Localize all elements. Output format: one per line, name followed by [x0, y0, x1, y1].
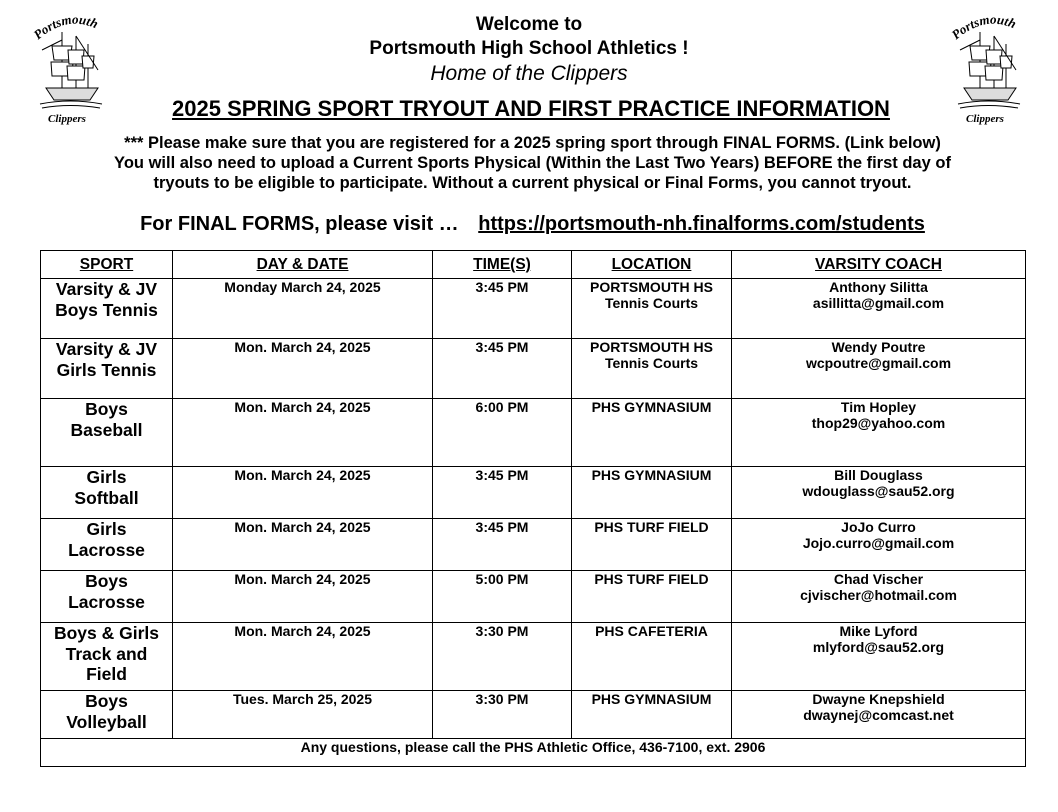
- date-cell: Mon. March 24, 2025: [173, 519, 433, 571]
- time-cell: 5:00 PM: [433, 571, 572, 623]
- final-forms-link[interactable]: https://portsmouth-nh.finalforms.com/students: [478, 213, 925, 235]
- coach-email[interactable]: thop29@yahoo.com: [811, 415, 946, 431]
- time-cell: 6:00 PM: [433, 399, 572, 467]
- coach-name: Bill Douglass: [834, 467, 923, 483]
- coach-email[interactable]: mlyford@sau52.org: [812, 639, 945, 655]
- sport-cell: [41, 691, 173, 739]
- sport-cell: [41, 399, 173, 467]
- date-cell: Mon. March 24, 2025: [173, 623, 433, 691]
- sport-name: Varsity & JV: [55, 339, 158, 359]
- sport-cell: [41, 279, 173, 339]
- footer-contact: Any questions, please call the PHS Athletic Office, 436-7100, ext. 2906: [41, 739, 1026, 767]
- sport-cell: [41, 339, 173, 399]
- time-cell: 3:30 PM: [433, 691, 572, 739]
- coach-cell: [732, 519, 1026, 571]
- table-header-row: [41, 251, 1026, 279]
- location-text: PORTSMOUTH HS: [590, 339, 713, 355]
- coach-email[interactable]: asillitta@gmail.com: [812, 295, 945, 311]
- final-forms-prefix: For FINAL FORMS, please visit …: [140, 213, 459, 235]
- location-text: Tennis Courts: [604, 295, 699, 311]
- coach-email[interactable]: wdouglass@sau52.org: [802, 483, 955, 499]
- location-cell: [572, 691, 732, 739]
- subtitle: Home of the Clippers: [430, 62, 628, 85]
- coach-email[interactable]: wcpoutre@gmail.com: [805, 355, 952, 371]
- location-cell: [572, 399, 732, 467]
- date-cell: Mon. March 24, 2025: [173, 571, 433, 623]
- location-text: PHS GYMNASIUM: [591, 691, 712, 707]
- date-cell: Monday March 24, 2025: [173, 279, 433, 339]
- header-coach: VARSITY COACH: [732, 251, 1026, 279]
- table-row: [41, 691, 1026, 739]
- table-row: [41, 571, 1026, 623]
- coach-email[interactable]: Jojo.curro@gmail.com: [802, 535, 955, 551]
- date-cell: Mon. March 24, 2025: [173, 399, 433, 467]
- coach-name: Tim Hopley: [840, 399, 917, 415]
- coach-name: Wendy Poutre: [831, 339, 926, 355]
- registration-notice: [40, 133, 1025, 193]
- sport-name: Track and: [65, 643, 148, 664]
- sport-name: Baseball: [70, 419, 143, 440]
- coach-email[interactable]: dwaynej@comcast.net: [803, 707, 954, 723]
- coach-name: JoJo Curro: [841, 519, 916, 535]
- notice-line: tryouts to be eligible to participate. Without a current physical or Final Forms, you cannot tryout.: [153, 174, 912, 192]
- sport-name: Boys: [85, 399, 128, 419]
- coach-cell: [732, 571, 1026, 623]
- location-cell: [572, 519, 732, 571]
- sport-name: Boys: [85, 691, 128, 711]
- welcome-text: Welcome to: [475, 14, 583, 35]
- location-cell: [572, 467, 732, 519]
- header-date: DAY & DATE: [173, 251, 433, 279]
- coach-name: Chad Vischer: [833, 571, 924, 587]
- location-text: PHS GYMNASIUM: [591, 467, 712, 483]
- sport-cell: [41, 467, 173, 519]
- location-cell: [572, 279, 732, 339]
- date-cell: Tues. March 25, 2025: [173, 691, 433, 739]
- header-location: LOCATION: [572, 251, 732, 279]
- location-text: PHS TURF FIELD: [594, 571, 709, 587]
- sport-name: Field: [86, 664, 127, 684]
- page-title: 2025 SPRING SPORT TRYOUT AND FIRST PRACTICE INFORMATION: [172, 96, 890, 121]
- date-cell: Mon. March 24, 2025: [173, 467, 433, 519]
- sport-name: Volleyball: [66, 711, 147, 732]
- table-row: [41, 519, 1026, 571]
- coach-name: Dwayne Knepshield: [812, 691, 945, 707]
- location-cell: [572, 571, 732, 623]
- date-cell: Mon. March 24, 2025: [173, 339, 433, 399]
- coach-cell: [732, 279, 1026, 339]
- time-cell: 3:45 PM: [433, 279, 572, 339]
- time-cell: 3:45 PM: [433, 339, 572, 399]
- table-row: [41, 467, 1026, 519]
- location-cell: [572, 339, 732, 399]
- sport-name: Lacrosse: [68, 591, 145, 612]
- svg-text:Portsmouth: Portsmouth: [32, 11, 101, 43]
- page-header: [0, 13, 1058, 87]
- sport-cell: [41, 519, 173, 571]
- sport-name: Boys & Girls: [53, 623, 160, 643]
- table-row: [41, 623, 1026, 691]
- location-text: PHS GYMNASIUM: [591, 399, 712, 415]
- coach-name: Mike Lyford: [839, 623, 918, 639]
- sport-name: Boys Tennis: [55, 299, 158, 320]
- sport-name: Varsity & JV: [55, 279, 158, 299]
- header-sport: SPORT: [41, 251, 173, 279]
- table-row: [41, 339, 1026, 399]
- table-row: [41, 279, 1026, 339]
- coach-cell: [732, 339, 1026, 399]
- svg-text:Clippers: Clippers: [48, 113, 86, 125]
- time-cell: 3:30 PM: [433, 623, 572, 691]
- tryout-table: [40, 250, 1026, 767]
- school-name: Portsmouth High School Athletics !: [369, 38, 689, 59]
- location-text: Tennis Courts: [604, 355, 699, 371]
- location-text: PHS CAFETERIA: [595, 623, 708, 639]
- header-time: TIME(S): [433, 251, 572, 279]
- location-text: PHS TURF FIELD: [594, 519, 709, 535]
- sport-name: Lacrosse: [68, 539, 145, 560]
- coach-cell: [732, 691, 1026, 739]
- sport-name: Softball: [74, 487, 139, 508]
- sport-cell: [41, 623, 173, 691]
- coach-name: Anthony Silitta: [829, 279, 928, 295]
- sport-name: Boys: [85, 571, 128, 591]
- notice-line: You will also need to upload a Current Sports Physical (Within the Last Two Years) BEFORE the first day of: [114, 154, 951, 172]
- sport-cell: [41, 571, 173, 623]
- coach-email[interactable]: cjvischer@hotmail.com: [800, 587, 957, 603]
- sport-name: Girls Tennis: [56, 359, 157, 380]
- coach-cell: [732, 467, 1026, 519]
- sport-name: Girls: [86, 519, 127, 539]
- sport-name: Girls: [86, 467, 127, 487]
- table-footer-row: [41, 739, 1026, 767]
- final-forms-line: [40, 211, 1025, 237]
- notice-line: *** Please make sure that you are registered for a 2025 spring sport through FINAL FORMS. (Link below): [124, 134, 941, 152]
- coach-cell: [732, 399, 1026, 467]
- location-cell: [572, 623, 732, 691]
- table-row: [41, 399, 1026, 467]
- time-cell: 3:45 PM: [433, 467, 572, 519]
- location-text: PORTSMOUTH HS: [590, 279, 713, 295]
- svg-text:Clippers: Clippers: [966, 113, 1004, 125]
- coach-cell: [732, 623, 1026, 691]
- time-cell: 3:45 PM: [433, 519, 572, 571]
- svg-text:Portsmouth: Portsmouth: [950, 11, 1019, 43]
